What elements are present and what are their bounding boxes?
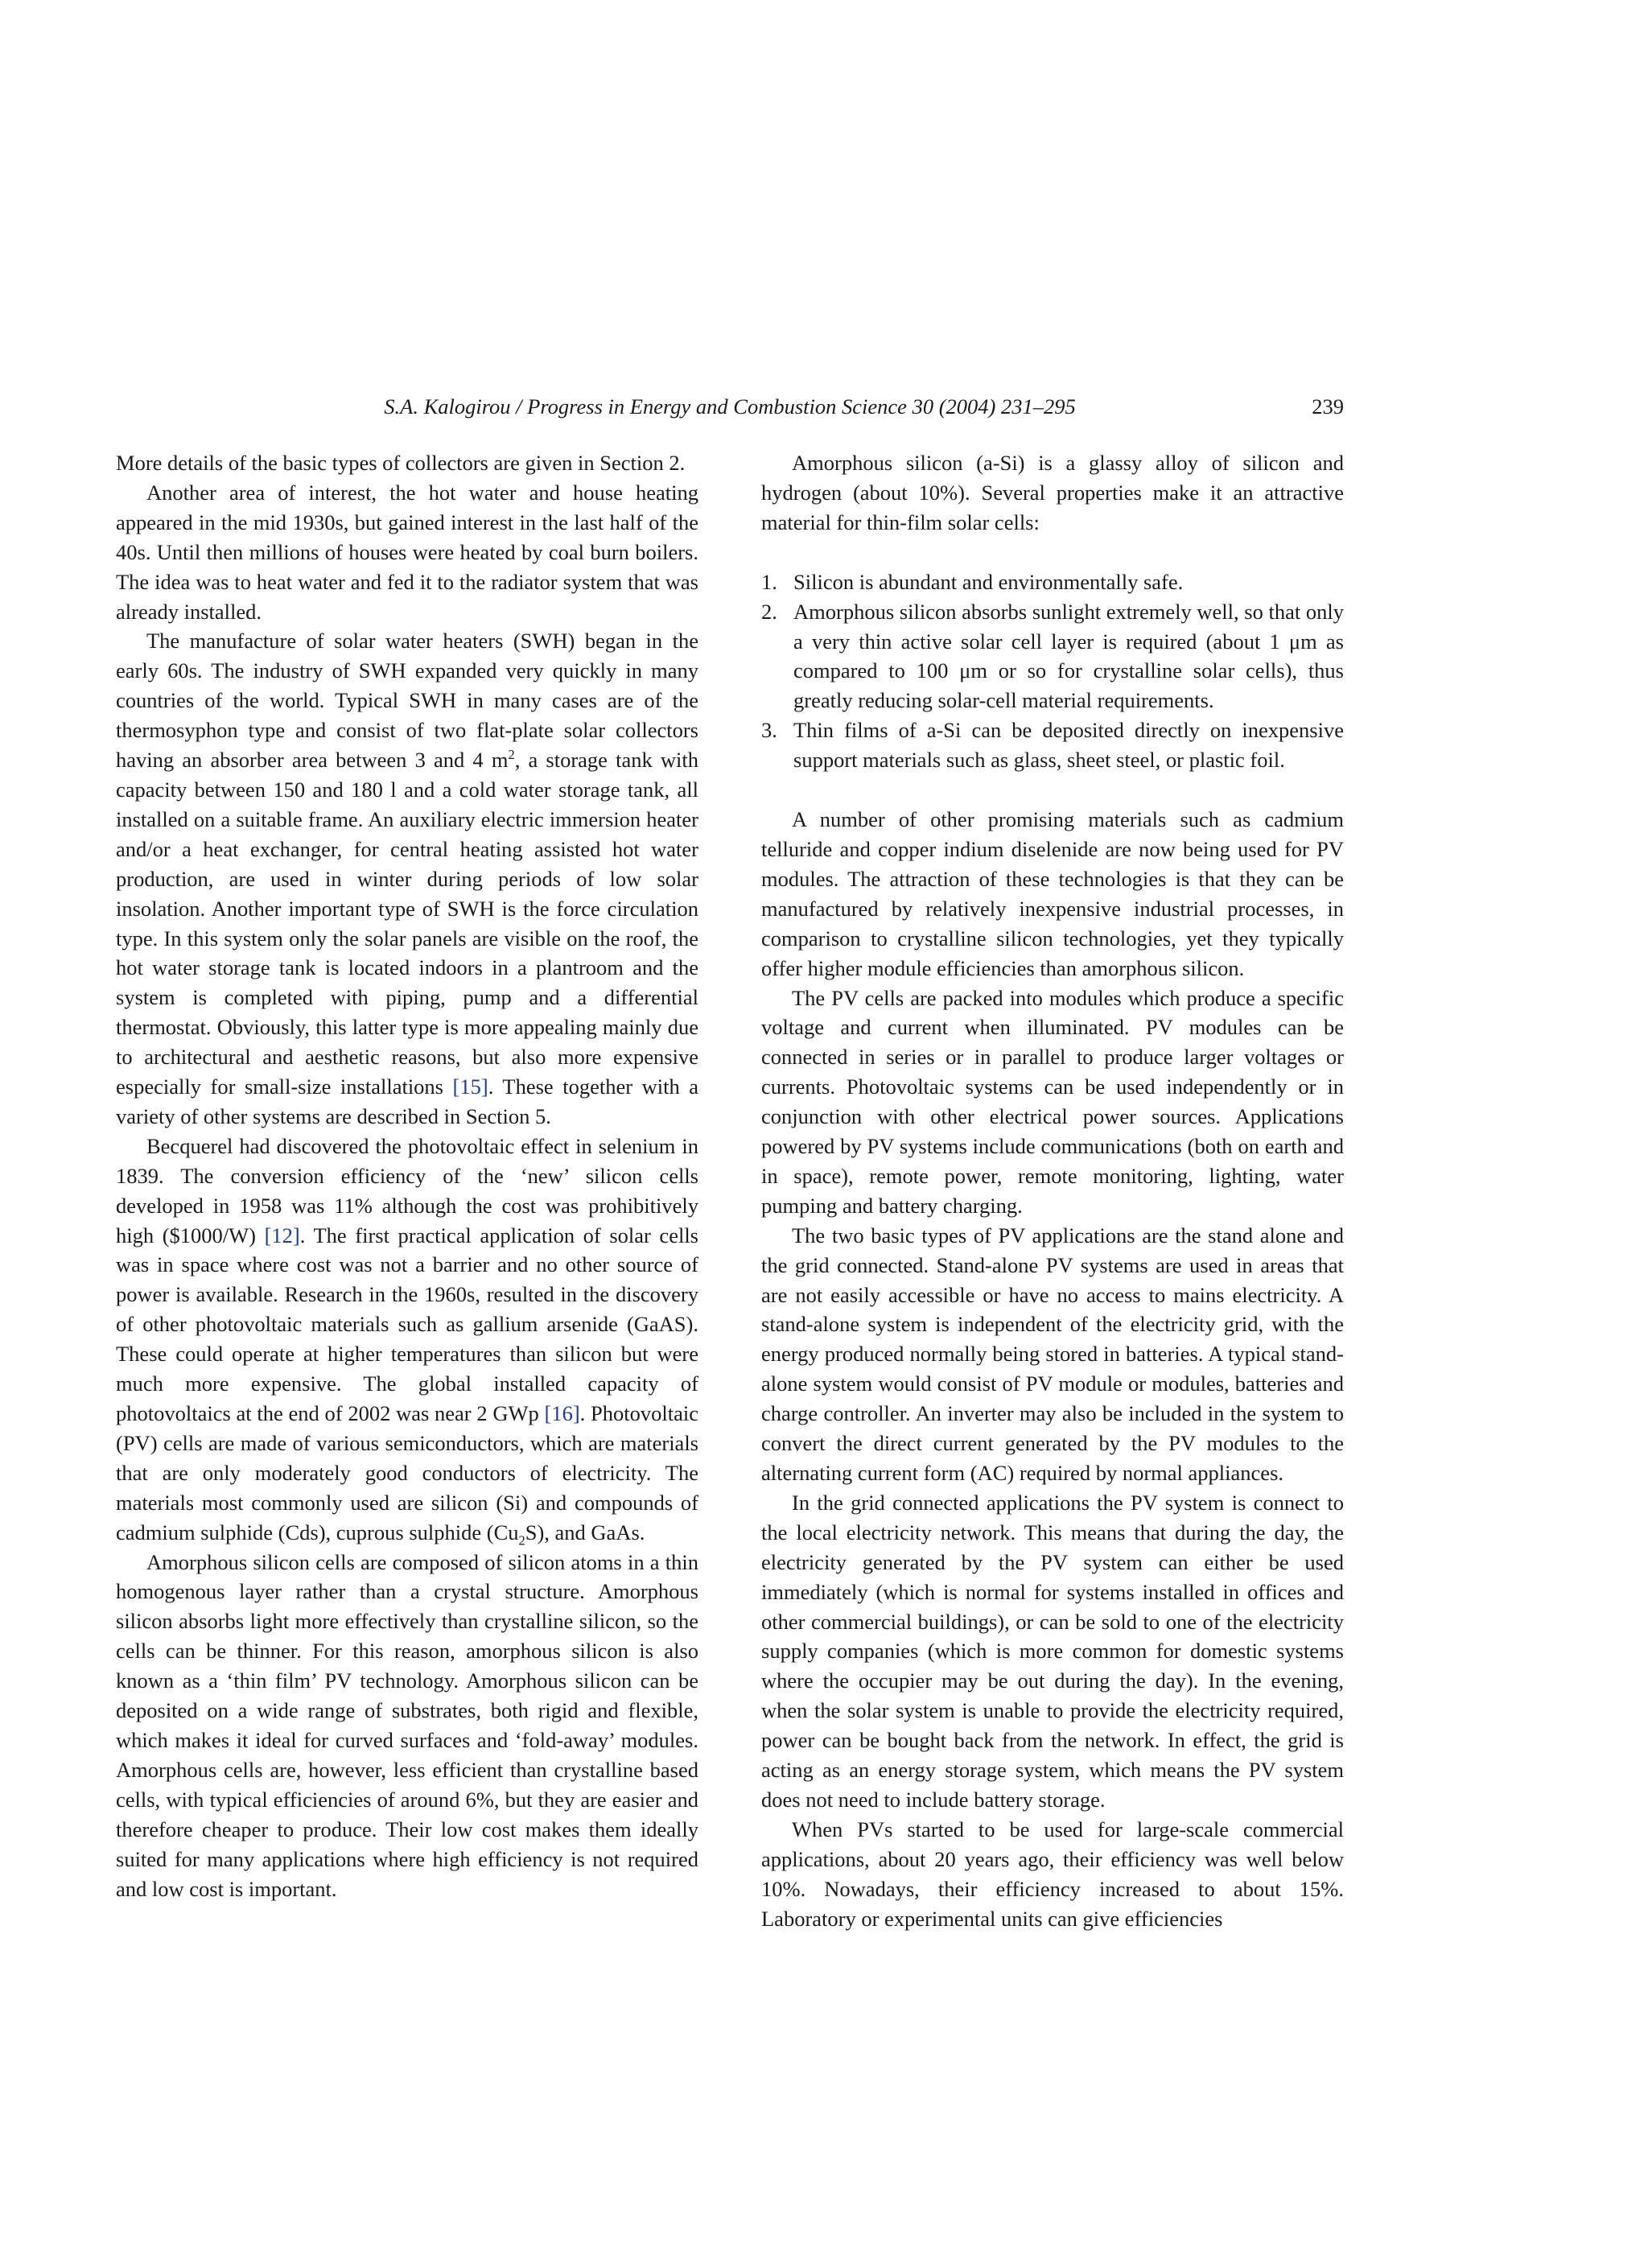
journal-citation: S.A. Kalogirou / Progress in Energy and Combustion Science 30 (2004) 231–295 — [384, 394, 1076, 419]
left-column — [116, 448, 698, 1903]
paragraph: The two basic types of PV applications are the stand alone and the grid connected. Stand-alone PV systems are used in areas that are not easily accessible or have no access to mains electricity. A stand-alone system is independent of the electricity grid, with the energy produced normally being stored in batteries. A typical stand-alone system would consist of PV module or modules, batteries and charge controller. An inverter may also be included in the system to convert the direct current generated by the PV modules to the alternating current form (AC) required by normal appliances. — [761, 1223, 1344, 1485]
list-number: 2. — [761, 599, 777, 624]
list-text: Amorphous silicon absorbs sunlight extremely well, so that only a very thin active solar cell layer is required (about 1 μm as compared to 100 μm or so for crystalline solar cells), thus greatly reducing solar-cell material requirements. — [793, 599, 1344, 713]
paragraph: Another area of interest, the hot water and house heating appeared in the mid 1930s, but gained interest in the last half of the 40s. Until then millions of houses were heated by coal burn boilers. The idea was to heat water and fed it to the radiator system that was already installed. — [116, 480, 698, 624]
page-number: 239 — [1312, 394, 1344, 419]
paragraph — [116, 1132, 698, 1548]
paragraph: A number of other promising materials such as cadmium telluride and copper indium diselenide are now being used for PV modules. The attraction of these technologies is that they can be manufactured by relatively inexpensive industrial processes, in comparison to crystalline silicon technologies, yet they typically offer higher module efficiencies than amorphous silicon. — [761, 807, 1344, 980]
reference-link-12[interactable]: [12] — [264, 1223, 300, 1247]
list-text: Silicon is abundant and environmentally safe. — [793, 569, 1184, 594]
paragraph: The PV cells are packed into modules which produce a specific voltage and current when illuminated. PV modules can be connected in series or in parallel to produce larger voltages or currents. Photovoltaic systems can be used independently or in conjunction with other electrical power sources. Applications powered by PV systems include communications (both on earth and in space), remote power, remote monitoring, lighting, water pumping and battery charging. — [761, 985, 1344, 1218]
paragraph — [116, 626, 698, 1131]
text-run: . Photovoltaic (PV) cells are made of various semiconductors, which are materials that are only moderately good conductors of electricity. The materials most commonly used are silicon (Si) and compounds of cadmium sulphide (Cds), cuprous sulphide (Cu — [116, 1401, 698, 1544]
text-run: The manufacture of solar water heaters (SWH) began in the early 60s. The industry of SWH expanded very quickly in many countries of the world. Typical SWH in many cases are of the thermosyphon type and consist of two flat-plate solar collectors having an absorber area between 3 and 4 m — [116, 629, 698, 773]
text-run: . The first practical application of solar cells was in space where cost was not a barrier and no other source of power is available. Research in the 1960s, resulted in the discovery of other photovoltaic materials such as gallium arsenide (GaAS). These could operate at higher temperatures than silicon but were much more expensive. The global installed capacity of photovoltaics at the end of 2002 was near 2 GWp — [116, 1223, 698, 1425]
spacer — [761, 538, 1344, 567]
list-item — [761, 597, 1344, 716]
spacer — [761, 775, 1344, 805]
superscript: 2 — [508, 747, 515, 763]
subscript: 2 — [518, 1532, 525, 1548]
paragraph: More details of the basic types of collectors are given in Section 2. — [116, 451, 686, 475]
text-run: . These together with a variety of other systems are described in Section 5. — [116, 1074, 699, 1128]
list-number: 3. — [761, 718, 777, 743]
list-number: 1. — [761, 569, 777, 594]
list-text: Thin films of a-Si can be deposited directly on inexpensive support materials such as glass, sheet steel, or plastic foil. — [793, 718, 1344, 773]
list-item — [761, 567, 1344, 597]
property-list — [761, 567, 1344, 775]
running-head — [116, 390, 1344, 423]
reference-link-15[interactable]: [15] — [452, 1074, 488, 1099]
text-run: S), and GaAs. — [525, 1520, 645, 1544]
list-item — [761, 715, 1344, 775]
paragraph: Amorphous silicon cells are composed of silicon atoms in a thin homogenous layer rather than a crystal structure. Amorphous silicon absorbs light more effectively than crystalline silicon, so the cells can be thinner. For this reason, amorphous silicon is also known as a ‘thin film’ PV technology. Amorphous silicon can be deposited on a wide range of substrates, both rigid and flexible, which makes it ideal for curved surfaces and ‘fold-away’ modules. Amorphous cells are, however, less efficient than crystalline based cells, with typical efficiencies of around 6%, but they are easier and therefore cheaper to produce. Their low cost makes them ideally suited for many applications where high efficiency is not required and low cost is important. — [116, 1549, 698, 1901]
paragraph: When PVs started to be used for large-scale commercial applications, about 20 years ago, their efficiency was well below 10%. Nowadays, their efficiency increased to about 15%. Laboratory or experimental units can give efficiencies — [761, 1816, 1344, 1931]
right-column — [761, 448, 1344, 1934]
paragraph: Amorphous silicon (a-Si) is a glassy alloy of silicon and hydrogen (about 10%). Several properties make it an attractive material for thin-film solar cells: — [761, 451, 1344, 534]
paragraph: In the grid connected applications the PV system is connect to the local electricity network. This means that during the day, the electricity generated by the PV system can either be used immediately (which is normal for systems installed in offices and other commercial buildings), or can be sold to one of the electricity supply companies (which is more common for domestic systems where the occupier may be out during the day). In the evening, when the solar system is unable to provide the electricity required, power can be bought back from the network. In effect, the grid is acting as an energy storage system, which means the PV system does not need to include battery storage. — [761, 1490, 1344, 1812]
reference-link-16[interactable]: [16] — [544, 1401, 580, 1425]
text-run: , a storage tank with capacity between 150 and 180 l and a cold water storage tank, all installed on a suitable frame. An auxiliary electric immersion heater and/or a heat exchanger, for central heating assisted hot water production, are used in winter during periods of low solar insolation. Another important type of SWH is the force circulation type. In this system only the solar panels are visible on the roof, the hot water storage tank is located indoors in a plantroom and the system is completed with piping, pump and a differential thermostat. Obviously, this latter type is more appealing mainly due to architectural and aesthetic reasons, but also more expensive especially for small-size installations — [116, 748, 698, 1099]
text-run: Becquerel had discovered the photovoltaic effect in selenium in 1839. The conversion efficiency of the ‘new’ silicon cells developed in 1958 was 11% although the cost was prohibitively high ($1000/W) — [116, 1133, 698, 1247]
